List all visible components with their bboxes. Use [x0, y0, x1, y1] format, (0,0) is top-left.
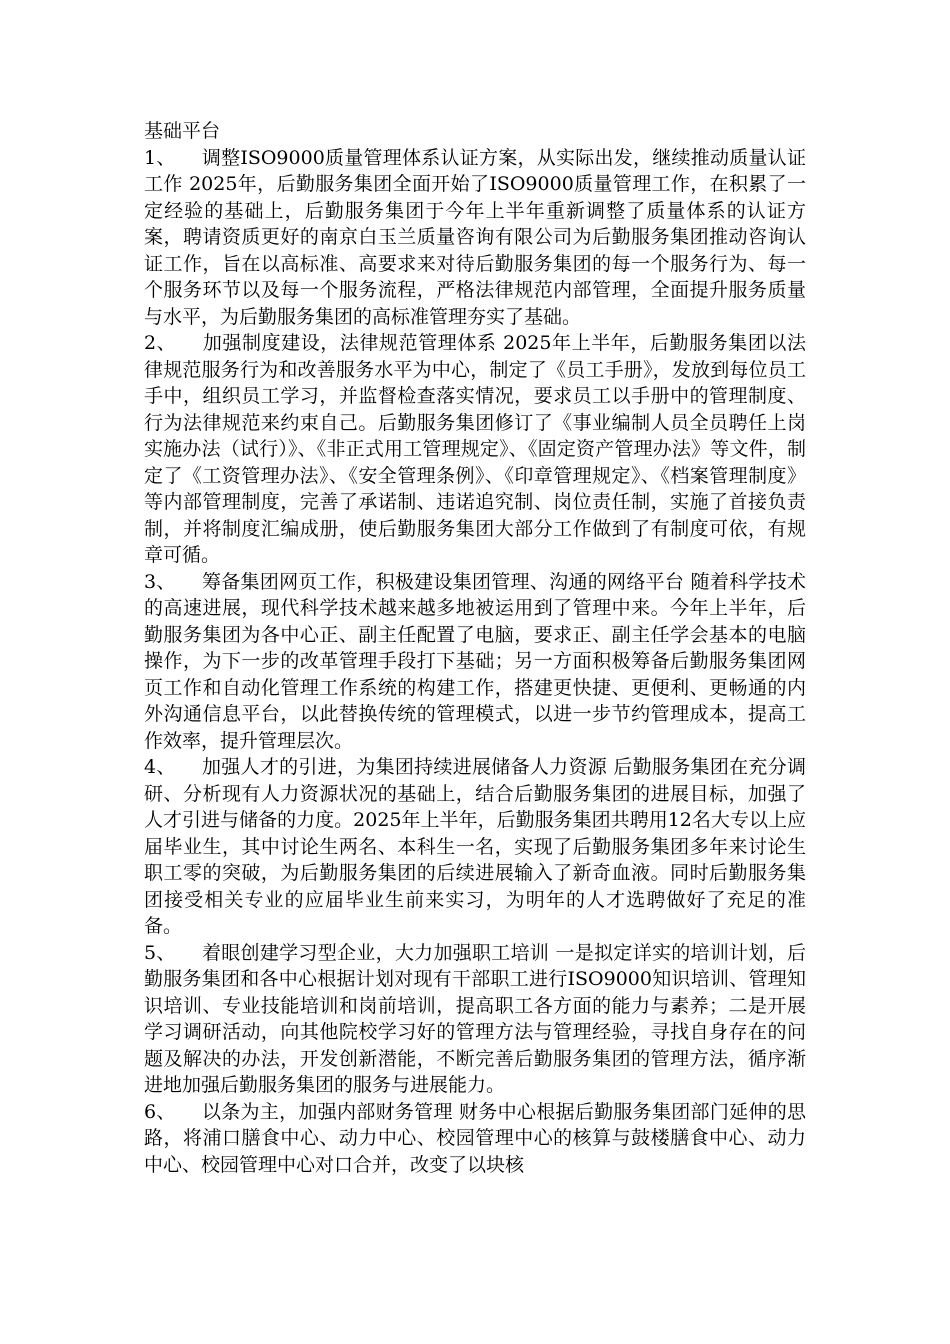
- paragraph-number: 5、: [144, 941, 176, 964]
- paragraph-number: 1、: [144, 146, 176, 169]
- paragraph-5: [144, 940, 806, 1099]
- paragraph-text: 加强制度建设，法律规范管理体系 2025年上半年，后勤服务集团以法律规范服务行为和改善服务水平为中心，制定了《员工手册》，发放到每位员工手中，组织员工学习，并监督检查落实情况，要求员工以手册中的管理制度、行为法律规范来约束自己。后勤服务集团修订了《事业编制人员全员聘任上岗实施办法（试行）》、《非正式用工管理规定》、《固定资产管理办法》等文件，制定了《工资管理办法》、《安全管理条例》、《印章管理规定》、《档案管理制度》等内部管理制度，完善了承诺制、违诺追究制、岗位责任制，实施了首接负责制，并将制度汇编成册，使后勤服务集团大部分工作做到了有制度可依，有规章可循。: [144, 332, 806, 566]
- paragraph-3: [144, 569, 806, 755]
- paragraph-text: 以条为主，加强内部财务管理 财务中心根据后勤服务集团部门延伸的思路，将浦口膳食中心、动力中心、校园管理中心的核算与鼓楼膳食中心、动力中心、校园管理中心对口合并，改变了以块核: [144, 1100, 806, 1176]
- paragraph-2: [144, 330, 806, 569]
- paragraph-number: 4、: [144, 756, 176, 778]
- paragraph-4: [144, 754, 806, 940]
- paragraph-1: [144, 145, 806, 331]
- paragraph-number: 3、: [144, 570, 176, 593]
- paragraph-number: 2、: [144, 332, 177, 354]
- paragraph-text: 调整ISO9000质量管理体系认证方案，从实际出发，继续推动质量认证工作 2025年，后勤服务集团全面开始了ISO9000质量管理工作，在积累了一定经验的基础上，后勤服务集团于今年上半年重新调整了质量体系的认证方案，聘请资质更好的南京白玉兰质量咨询有限公司为后勤服务集团推动咨询认证工作，旨在以高标准、高要求来对待后勤服务集团的每一个服务行为、每一个服务环节以及每一个服务流程，严格法律规范内部管理，全面提升服务质量与水平，为后勤服务集团的高标准管理夯实了基础。: [144, 146, 806, 328]
- paragraph-text: 着眼创建学习型企业，大力加强职工培训 一是拟定详实的培训计划，后勤服务集团和各中心根据计划对现有干部职工进行ISO9000知识培训、管理知识培训、专业技能培训和岗前培训，提高职工各方面的能力与素养；二是开展学习调研活动，向其他院校学习好的管理方法与管理经验，寻找自身存在的问题及解决的办法，开发创新潜能，不断完善后勤服务集团的管理方法，循序渐进地加强后勤服务集团的服务与进展能力。: [144, 941, 806, 1096]
- document-title: 基础平台: [144, 120, 221, 142]
- paragraph-text: 加强人才的引进，为集团持续进展储备人力资源 后勤服务集团在充分调研、分析现有人力资源状况的基础上，结合后勤服务集团的进展目标，加强了人才引进与储备的力度。2025年上半年，后勤服务集团共聘用12名大专以上应届毕业生，其中讨论生两名、本科生一名，实现了后勤服务集团多年来讨论生职工零的突破，为后勤服务集团的后续进展输入了新奇血液。同时后勤服务集团接受相关专业的应届毕业生前来实习，为明年的人才选聘做好了充足的准备。: [144, 756, 806, 937]
- document-page: [144, 118, 806, 1238]
- paragraph-text: 筹备集团网页工作，积极建设集团管理、沟通的网络平台 随着科学技术的高速进展，现代科学技术越来越多地被运用到了管理中来。今年上半年，后勤服务集团为各中心正、副主任配置了电脑，要求正、副主任学会基本的电脑操作，为下一步的改革管理手段打下基础；另一方面积极筹备后勤服务集团网页工作和自动化管理工作系统的构建工作，搭建更快捷、更便利、更畅通的内外沟通信息平台，以此替换传统的管理模式，以进一步节约管理成本，提高工作效率，提升管理层次。: [144, 570, 806, 752]
- paragraph-number: 6、: [144, 1100, 176, 1123]
- paragraph-6: [144, 1099, 806, 1179]
